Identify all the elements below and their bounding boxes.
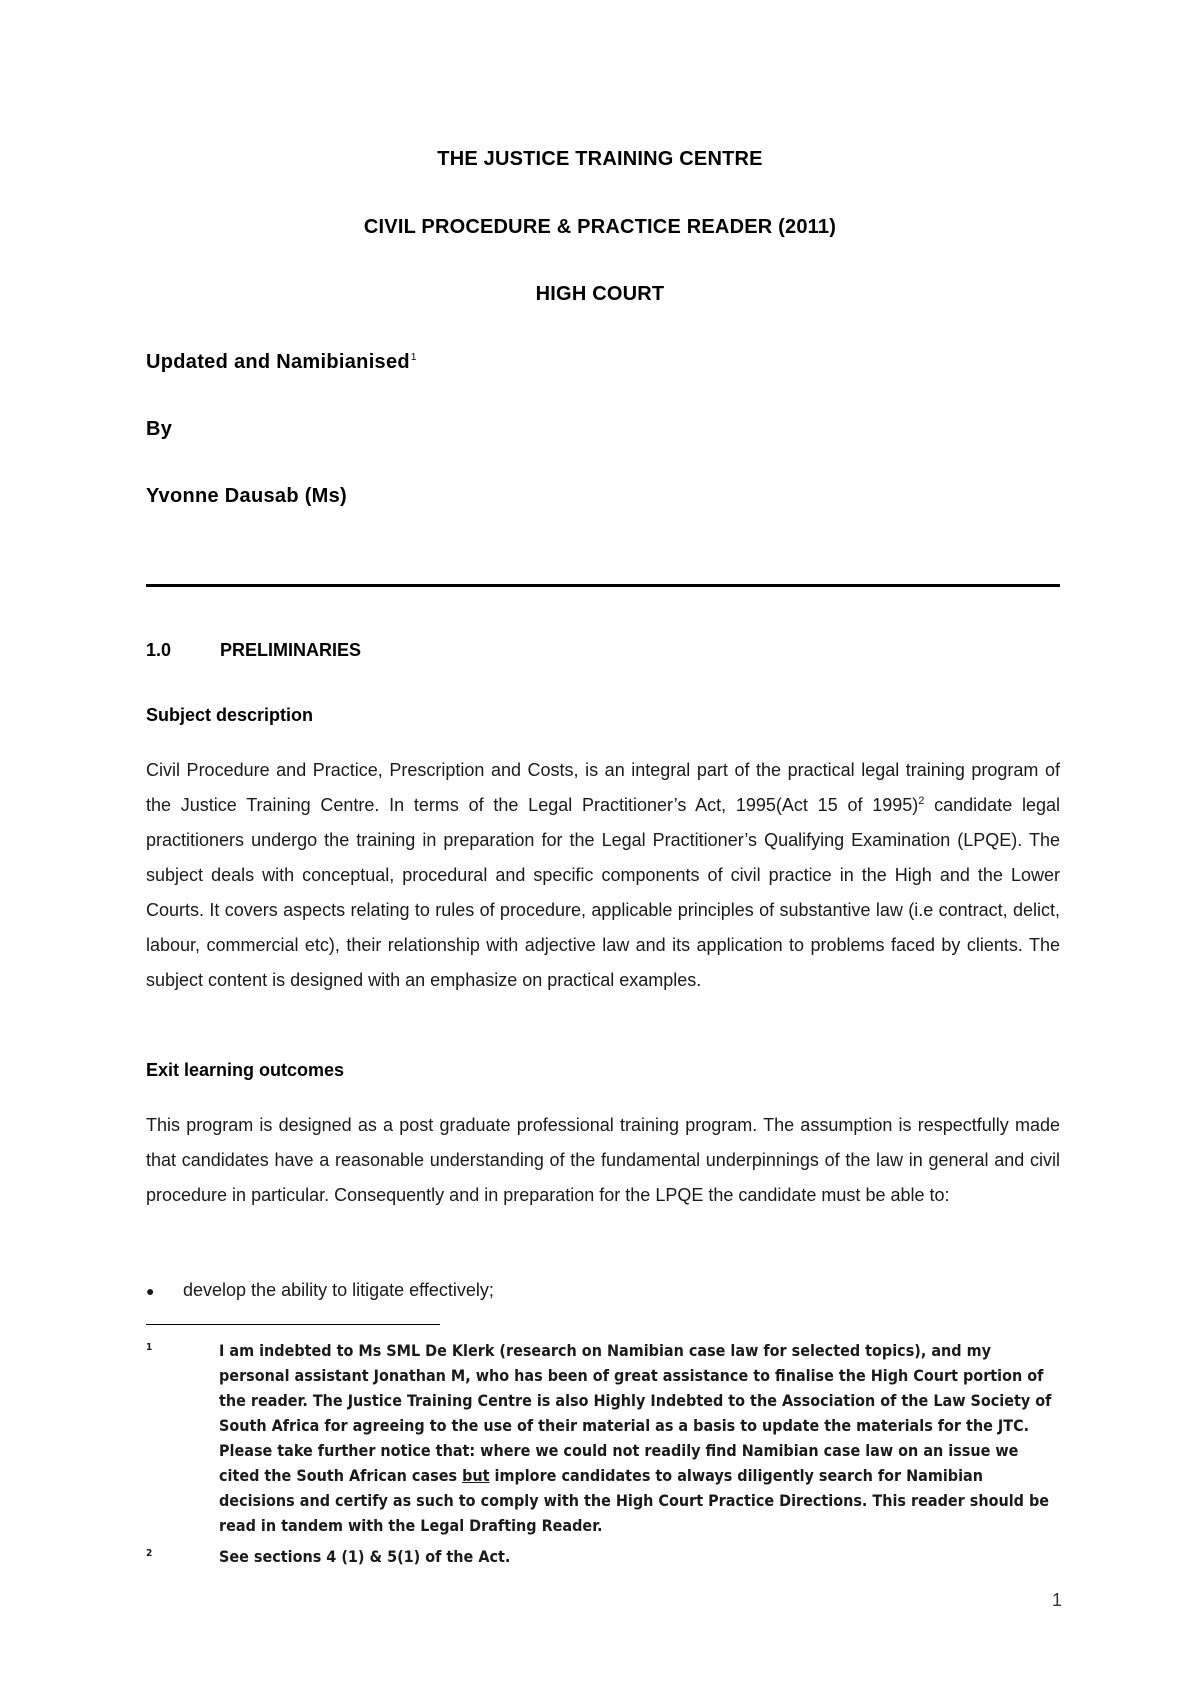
- footnote-ref-2[interactable]: 2: [918, 795, 925, 807]
- by-heading: By: [146, 418, 173, 440]
- subject-description-heading: Subject description: [146, 705, 314, 725]
- footnote-1-underlined: but: [462, 1466, 490, 1485]
- section-number: 1.0: [146, 640, 172, 660]
- list-item-text: develop the ability to litigate effectively;: [183, 1280, 494, 1300]
- footnote-text-1: [219, 1338, 1060, 1538]
- footnote-2: [146, 1544, 1060, 1569]
- subject-para-part1: Civil Procedure and Practice, Prescription and Costs, is an integral part of the practical legal training program of the Justice Training Centre. In terms of the Legal Practitioner’s Act, 1995(Act 15 of 1995): [146, 760, 1060, 815]
- bullet-icon: ●: [146, 1283, 155, 1300]
- footnote-mark-1: 1: [146, 1342, 153, 1353]
- footnote-mark-2: 2: [146, 1548, 153, 1559]
- subject-description-paragraph: [146, 753, 1060, 998]
- footnote-text-2: See sections 4 (1) & 5(1) of the Act.: [219, 1547, 511, 1566]
- footnote-1-part2: implore candidates to always diligently search for Namibian decisions and certify as such to comply with the High Court Practice Directions. This reader should be read in tandem with the Legal Drafting Reader.: [219, 1466, 1050, 1535]
- updated-heading: [146, 351, 417, 374]
- footnote-1: [146, 1338, 1060, 1538]
- title-line-3: HIGH COURT: [535, 283, 665, 305]
- author-heading: Yvonne Dausab (Ms): [146, 485, 347, 507]
- footnote-1-part1: I am indebted to Ms SML De Klerk (research on Namibian case law for selected topics), and my personal assistant Jonathan M, who has been of great assistance to finalise the High Court portion of the reader. The Justice Training Centre is also Highly Indebted to the Association of the Law Society of South Africa for agreeing to the use of their material as a basis to update the materials for the JTC. Please take further notice that: where we could not readily find Namibian case law on an issue we cited the South African cases: [219, 1341, 1052, 1485]
- title-line-1: THE JUSTICE TRAINING CENTRE: [437, 148, 763, 170]
- page-number: 1: [1051, 1590, 1062, 1610]
- horizontal-divider: [146, 584, 1060, 587]
- section-title: PRELIMINARIES: [220, 640, 362, 660]
- exit-outcomes-paragraph: This program is designed as a post graduate professional training program. The assumption is respectfully made that candidates have a reasonable understanding of the fundamental underpinnings of the law in general and civil procedure in particular. Consequently and in preparation for the LPQE the candidate must be able to:: [146, 1115, 1060, 1205]
- exit-outcomes-heading: Exit learning outcomes: [146, 1060, 345, 1080]
- section-heading: [146, 640, 361, 661]
- footnote-separator: [146, 1324, 440, 1325]
- subject-para-part2: candidate legal practitioners undergo the training in preparation for the Legal Practitioner’s Qualifying Examination (LPQE). The subject deals with conceptual, procedural and specific components of civil practice in the High and the Lower Courts. It covers aspects relating to rules of procedure, applicable principles of substantive law (i.e contract, delict, labour, commercial etc), their relationship with adjective law and its application to problems faced by clients. The subject content is designed with an emphasize on practical examples.: [146, 795, 1060, 990]
- list-item: [146, 1280, 494, 1301]
- footnote-ref-1[interactable]: 1: [410, 352, 417, 364]
- updated-text: Updated and Namibianised: [146, 351, 410, 373]
- title-line-2: CIVIL PROCEDURE & PRACTICE READER (2011): [363, 216, 837, 238]
